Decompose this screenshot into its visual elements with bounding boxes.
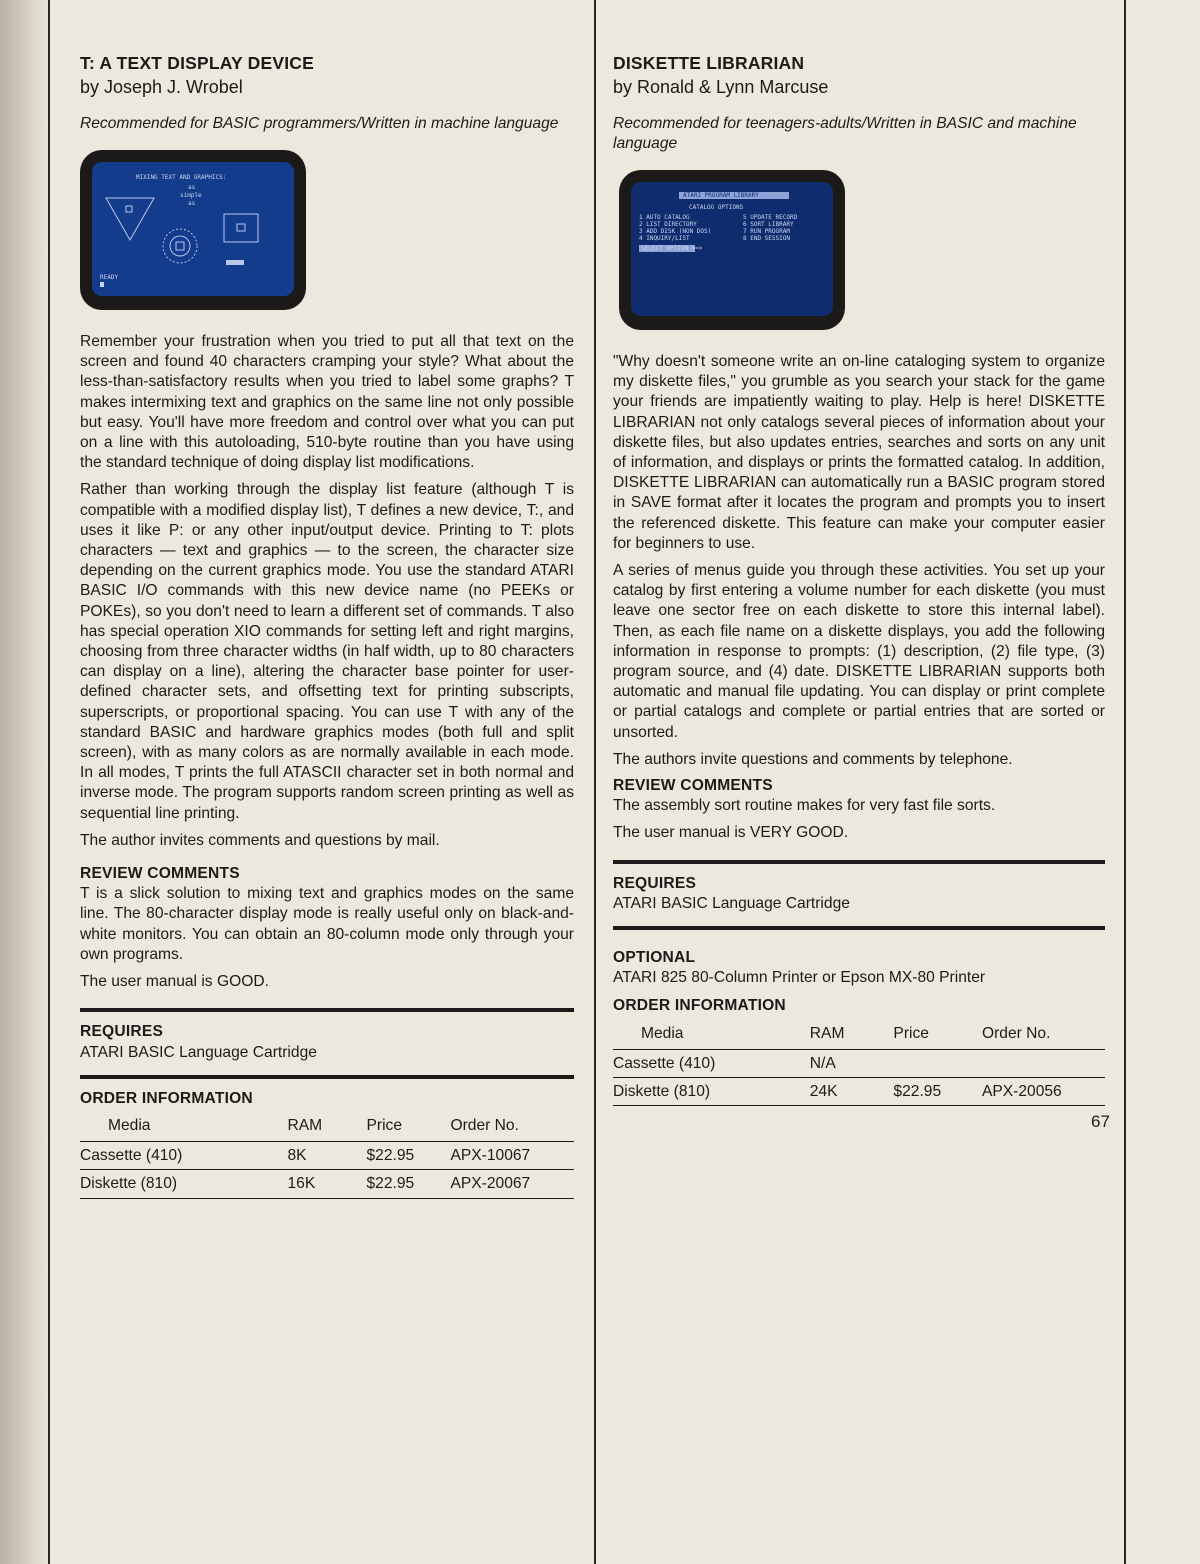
column-header: Order No.: [982, 1021, 1105, 1050]
screen-line-1: MIXING TEXT AND GRAPHICS:: [136, 174, 227, 181]
table-cell: $22.95: [367, 1170, 451, 1198]
table-row: [80, 1142, 574, 1170]
left-article: [80, 52, 574, 1199]
paragraph: Remember your frustration when you tried to put all that text on the screen and found 40 characters cramping your style? What about the less-than-satisfactory results when you tried to label some graphs? T makes intermixing text and graphics on the same line not only possible but easy. You'll have more freedom and control over what you can put on a line with this autoloading, 510-byte routine than you have using the standard technique of doing display list modifications.: [80, 333, 574, 472]
table-cell: APX-20056: [982, 1078, 1105, 1106]
screen-menu-item: 1 AUTO CATALOG: [639, 214, 690, 221]
screenshot-monitor: [80, 150, 306, 310]
paragraph: A series of menus guide you through these activities. You set up your catalog by first entering a volume number for each diskette (you must leave one sector free on each diskette to store this internal label). Then, as each file name on a diskette displays, you add the following information in response to prompts: (1) description, (2) file type, (3) program source, and (4) date. DISKETTE LIBRARIAN supports both automatic and manual file updating. You can display or print complete or partial catalogs and complete or partial entries that are sorted or unsorted.: [613, 562, 1105, 741]
section-rule: [613, 926, 1105, 930]
table-cell: Cassette (410): [613, 1049, 810, 1077]
review-paragraph: The user manual is VERY GOOD.: [613, 824, 849, 842]
table-row: [613, 1078, 1105, 1106]
screen-line-4: as: [188, 200, 196, 207]
screen-menu-item: 3 ADD DISK (NON DOS): [639, 228, 712, 235]
table-cell: [893, 1049, 982, 1077]
page-number: 67: [1091, 1112, 1110, 1131]
paragraph: "Why doesn't someone write an on-line cataloging system to organize my diskette files," you grumble as you search your stack for the game your friends are impatiently waiting to play. Help is here! DISKETTE LIBRARIAN not only catalogs several pieces of information about your diskette files, but also updates entries, searches and sorts on any unit of information, and displays or prints the formatted catalog. In addition, DISKETTE LIBRARIAN can automatically run a BASIC program stored in SAVE format after it locates the program and prompts you to insert the referenced diskette. This feature can make your computer easier for beginners to use.: [613, 353, 1105, 552]
screenshot-screen: [631, 182, 833, 316]
paragraph: Rather than working through the display list feature (although T is compatible with a modified display list), T defines a new device, T:, and uses it like P: or any other input/output device. Printing to T: plots characters — text and graphics — to the screen, the character size depending on the current graphics mode. You use the standard ATARI BASIC I/O commands with this new device name (no PEEKs or POKEs), so you don't need to learn a different set of commands. T also has special operation XIO commands for setting left and right margins, choosing from three character widths (in half width, up to 80 characters can display on a line), altering the character base pointer for user-defined character sets, and offsetting text for printing subscripts, superscripts, or proportional spacing. You can use T with any of the standard BASIC and hardware graphics modes (both full and split screen), with as many colors as are normally available in each mode. In all modes, T prints the full ATASCII character set in both normal and inverse mode. The program supports random screen printing as well as sequential line printing.: [80, 481, 574, 822]
table-cell: Cassette (410): [80, 1142, 287, 1170]
section-rule: [613, 860, 1105, 864]
review-heading: REVIEW COMMENTS: [613, 777, 773, 795]
screen-menu-item: 6 SORT LIBRARY: [743, 221, 794, 228]
column-header: Price: [367, 1113, 451, 1142]
page-binding-shadow: [0, 0, 50, 1564]
right-article: [613, 52, 1105, 1106]
table-header-row: [613, 1021, 1105, 1050]
table-cell: $22.95: [367, 1142, 451, 1170]
order-table: [613, 1021, 1105, 1107]
article-title: DISKETTE LIBRARIAN: [613, 53, 805, 73]
order-heading: ORDER INFORMATION: [80, 1089, 253, 1107]
table-cell: Diskette (810): [613, 1078, 810, 1106]
table-cell: 24K: [810, 1078, 894, 1106]
optional-text: ATARI 825 80-Column Printer or Epson MX-80 Printer: [613, 969, 986, 987]
right-border-rule: [1124, 0, 1126, 1564]
article-title: T: A TEXT DISPLAY DEVICE: [80, 53, 314, 73]
order-table: [80, 1113, 574, 1199]
column-header: Price: [893, 1021, 982, 1050]
article-recommendation: Recommended for BASIC programmers/Written in machine language: [80, 115, 559, 132]
article-author: by Joseph J. Wrobel: [80, 77, 243, 97]
column-header: RAM: [810, 1021, 894, 1050]
paragraph: The author invites comments and questions by mail.: [80, 831, 440, 849]
order-heading: ORDER INFORMATION: [613, 997, 786, 1015]
column-divider: [594, 0, 596, 1564]
table-cell: APX-20067: [450, 1170, 574, 1198]
column-header: Media: [80, 1113, 287, 1142]
screen-line-3: simple: [180, 192, 202, 199]
paragraph: The authors invite questions and comments by telephone.: [613, 750, 1013, 768]
screenshot-monitor: [619, 170, 845, 330]
screen-menu-item: 5 UPDATE RECORD: [743, 214, 798, 221]
table-row: [613, 1049, 1105, 1077]
requires-text: ATARI BASIC Language Cartridge: [613, 894, 850, 912]
table-header-row: [80, 1113, 574, 1142]
screen-menu-item: 7 RUN PROGRAM: [743, 228, 790, 235]
screen-menu-item: 4 INQUIRY/LIST: [639, 235, 690, 242]
column-header: Order No.: [450, 1113, 574, 1142]
section-rule: [80, 1075, 574, 1079]
screen-line-2: as: [188, 184, 196, 191]
screen-line-heading: CATALOG OPTIONS: [689, 204, 744, 211]
review-paragraph: The assembly sort routine makes for very fast file sorts.: [613, 797, 996, 815]
table-cell: Diskette (810): [80, 1170, 287, 1198]
screenshot-screen: [92, 162, 294, 296]
screen-menu-item: 8 END SESSION: [743, 235, 790, 242]
column-header: Media: [613, 1021, 810, 1050]
table-cell: N/A: [810, 1049, 894, 1077]
table-cell: APX-10067: [450, 1142, 574, 1170]
optional-heading: OPTIONAL: [613, 949, 696, 967]
screen-line-ready: READY: [100, 274, 119, 281]
table-cell: 16K: [287, 1170, 366, 1198]
review-paragraph: T is a slick solution to mixing text and graphics modes on the same line. The 80-character display mode is really useful only on black-and-white monitors. You can obtain an 80-column mode only through your own programs.: [80, 885, 574, 963]
table-cell: [982, 1049, 1105, 1077]
table-row: [80, 1170, 574, 1198]
left-border-rule: [48, 0, 50, 1564]
article-recommendation: Recommended for teenagers-adults/Written in BASIC and machine language: [613, 115, 1077, 152]
column-header: RAM: [287, 1113, 366, 1142]
requires-text: ATARI BASIC Language Cartridge: [80, 1043, 317, 1061]
section-rule: [80, 1008, 574, 1012]
requires-heading: REQUIRES: [80, 1023, 164, 1041]
table-cell: 8K: [287, 1142, 366, 1170]
screen-prompt: SELECT OPTION ==>: [641, 245, 703, 252]
article-author: by Ronald & Lynn Marcuse: [613, 77, 829, 97]
review-paragraph: The user manual is GOOD.: [80, 973, 269, 991]
screen-line-title: ATARI PROGRAM LIBRARY: [683, 192, 759, 199]
table-cell: $22.95: [893, 1078, 982, 1106]
requires-heading: REQUIRES: [613, 874, 697, 892]
screen-menu-item: 2 LIST DIRECTORY: [639, 221, 697, 228]
review-heading: REVIEW COMMENTS: [80, 865, 240, 883]
screen-graphics: [92, 162, 294, 296]
